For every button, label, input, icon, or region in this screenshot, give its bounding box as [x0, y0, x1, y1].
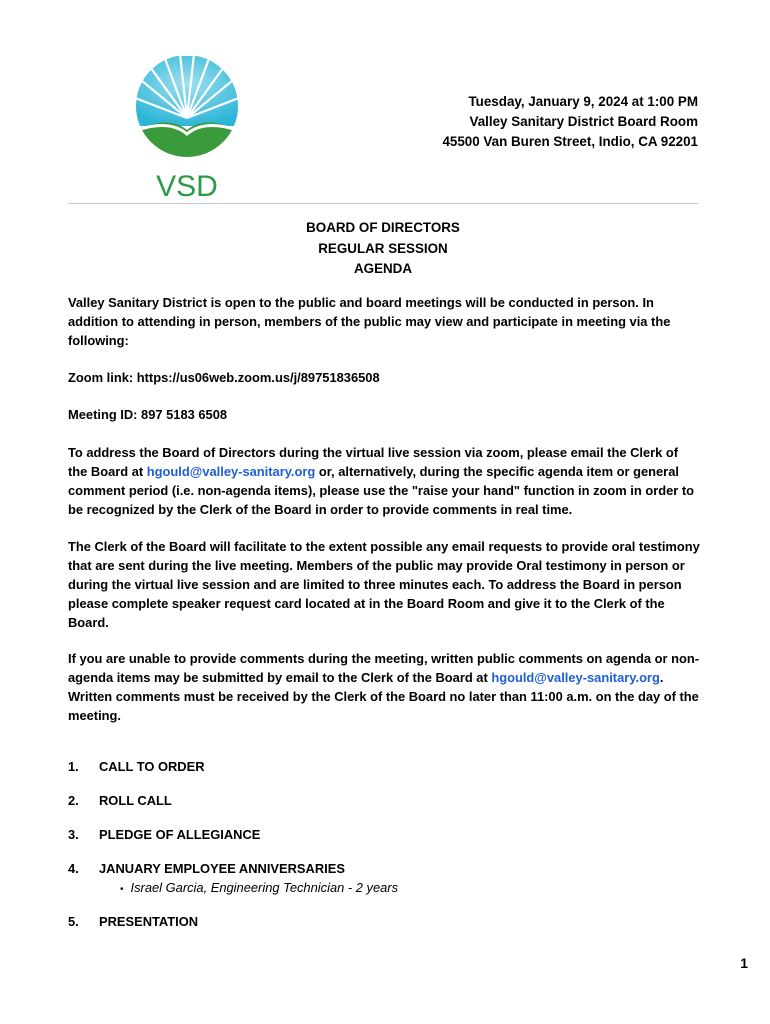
zoom-link[interactable]: Zoom link: https://us06web.zoom.us/j/89751836508 [68, 370, 380, 385]
agenda-item-number: 4. [68, 861, 79, 876]
agenda-item-label: JANUARY EMPLOYEE ANNIVERSARIES [99, 861, 345, 876]
sun-leaf-icon [128, 56, 246, 202]
agenda-item-anniversaries [68, 859, 345, 878]
vsd-logo [128, 56, 246, 202]
intro-paragraph: Valley Sanitary District is open to the public and board meetings will be conducted in person. In addition to attending in person, members of the public may view and participate in meeting via the following: [68, 295, 671, 348]
agenda-item-number: 5. [68, 914, 79, 929]
written-comments-text-before: If you are unable to provide comments during the meeting, written public comments on agenda or non-agenda items may be submitted by email to the Clerk of the Board at [68, 651, 699, 685]
address-board-paragraph [68, 443, 700, 519]
meeting-location: Valley Sanitary District Board Room [469, 114, 698, 129]
written-comments-email-link[interactable]: hgould@valley-sanitary.org [491, 670, 660, 685]
agenda-item-call-to-order [68, 757, 205, 776]
written-comments-paragraph [68, 649, 700, 725]
agenda-item-label: PLEDGE OF ALLEGIANCE [99, 827, 261, 842]
title-line-1: BOARD OF DIRECTORS [306, 220, 460, 235]
bullet-icon: • [120, 884, 124, 895]
address-board-text-after: or, alternatively, during the specific agenda item or general comment period (i.e. non-agenda items), please use the "raise your hand" function in zoom in order to be recognized by the Clerk of the Board in order to provide comments in real time. [68, 464, 695, 517]
anniversary-list-item [120, 878, 398, 899]
agenda-item-number: 1. [68, 759, 79, 774]
meeting-date-time: Tuesday, January 9, 2024 at 1:00 PM [468, 94, 698, 109]
agenda-item-label: ROLL CALL [99, 793, 172, 808]
clerk-paragraph: The Clerk of the Board will facilitate to the extent possible any email requests to provide oral testimony that are sent during the live meeting. Members of the public may provide Oral testimony in person or during the virtual live session and are limited to three minutes each. To address the Board in person please complete speaker request card located at in the Board Room and give it to the Clerk of the Board. [68, 539, 700, 630]
agenda-item-pledge [68, 825, 260, 844]
agenda-item-roll-call [68, 791, 172, 810]
header-divider [68, 203, 698, 204]
agenda-item-number: 3. [68, 827, 79, 842]
meeting-info [442, 92, 698, 152]
agenda-item-presentation [68, 912, 198, 931]
agenda-item-label: CALL TO ORDER [99, 759, 205, 774]
written-comments-text-after: . Written comments must be received by the Clerk of the Board no later than 11:00 a.m. on the day of the meeting. [68, 670, 699, 723]
meeting-address: 45500 Van Buren Street, Indio, CA 92201 [442, 134, 698, 149]
anniversary-text: Israel Garcia, Engineering Technician - 2 years [130, 880, 399, 895]
agenda-title [68, 218, 698, 280]
title-line-3: AGENDA [353, 261, 413, 276]
agenda-item-number: 2. [68, 793, 79, 808]
logo-text: VSD [156, 170, 218, 202]
meeting-id: Meeting ID: 897 5183 6508 [68, 407, 228, 422]
page-number: 1 [740, 955, 748, 971]
agenda-item-label: PRESENTATION [99, 914, 199, 929]
clerk-email-link[interactable]: hgould@valley-sanitary.org [146, 464, 316, 479]
address-board-text-before: To address the Board of Directors during the virtual live session via zoom, please email the Clerk of the Board at [68, 445, 679, 479]
title-line-2: REGULAR SESSION [318, 240, 448, 256]
